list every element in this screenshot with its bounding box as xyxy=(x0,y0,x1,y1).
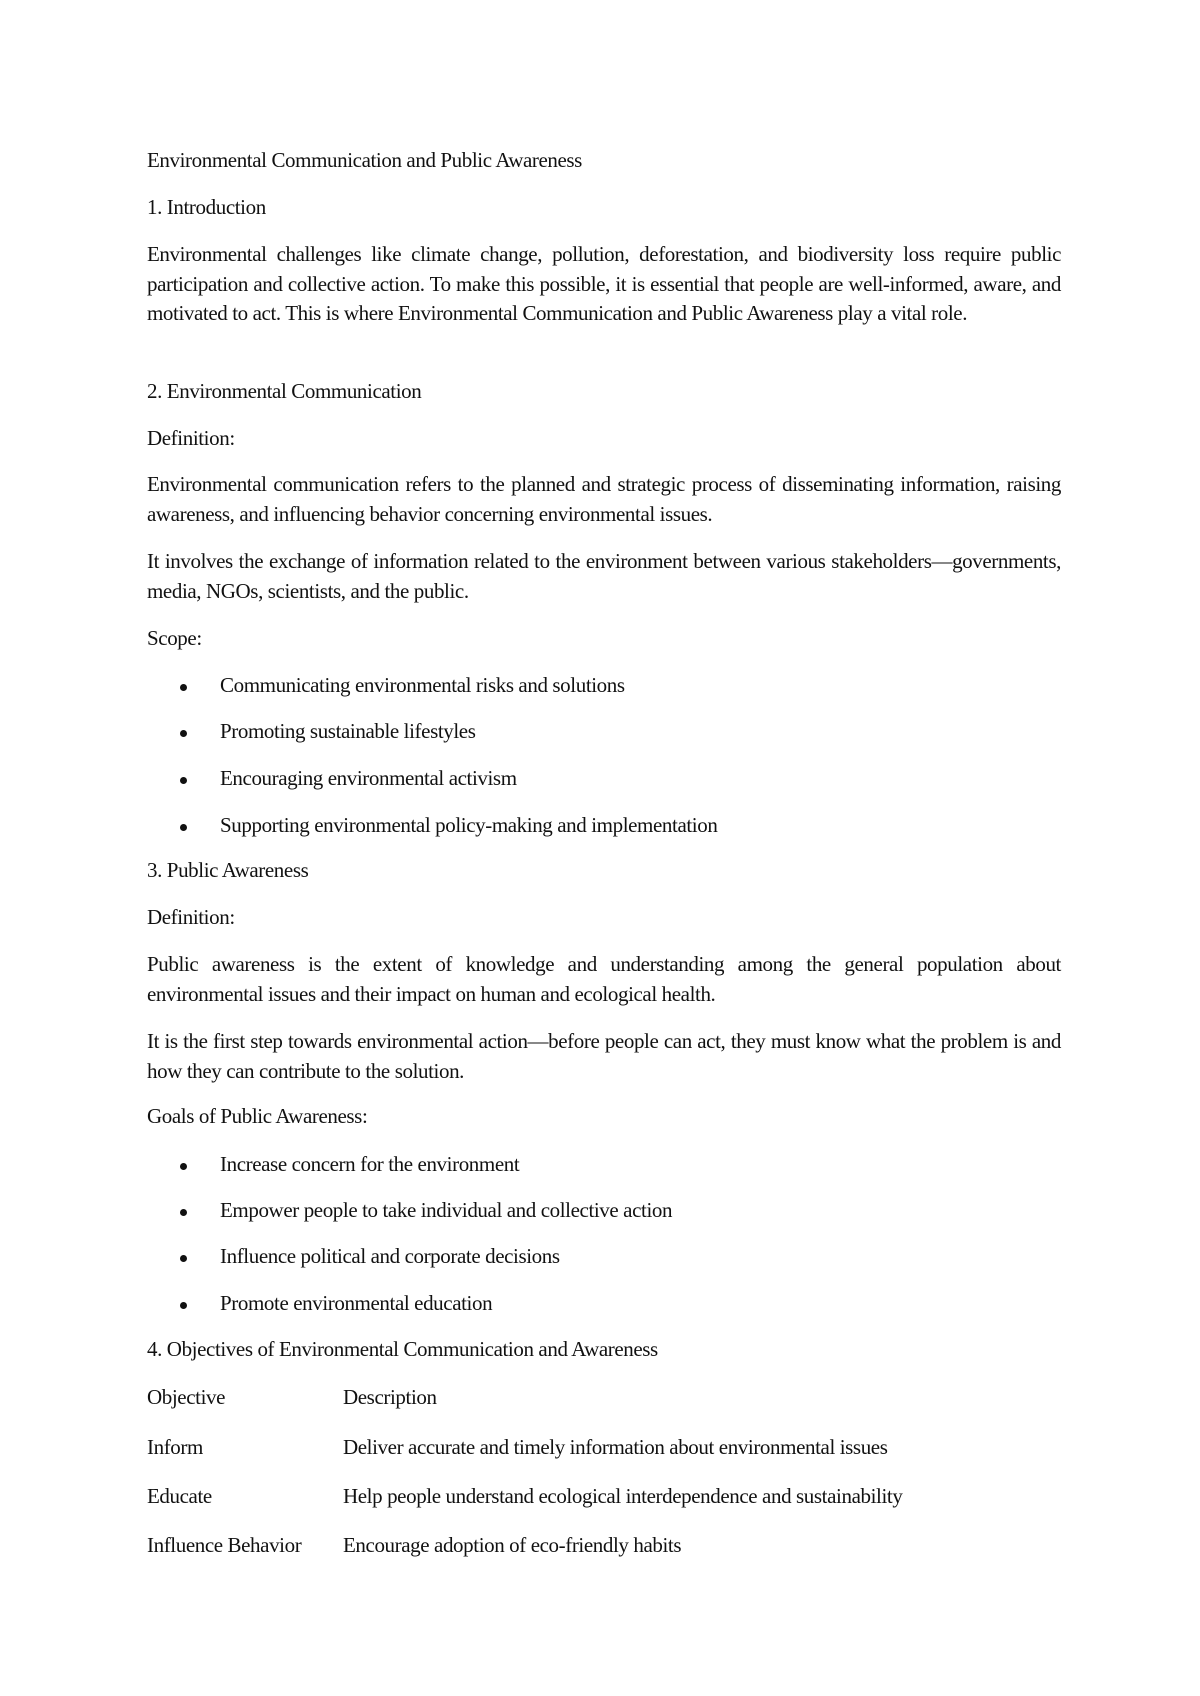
scope-label: Scope: xyxy=(147,626,202,650)
definition-label: Definition: xyxy=(147,905,235,929)
bullet-icon xyxy=(180,1242,220,1272)
objective-cell: Educate xyxy=(147,1484,212,1508)
bullet-icon xyxy=(180,811,220,841)
scope-list-item xyxy=(180,717,476,747)
env-comm-definition-paragraph: Environmental communication refers to the planned and strategic process of disseminating information, raising awareness, and influencing behavior concerning environmental issues. xyxy=(147,472,1061,526)
public-awareness-first-step-paragraph: It is the first step towards environmental action—before people can act, they must know what the problem is and how they can contribute to the solution. xyxy=(147,1029,1061,1083)
list-item-text: Influence political and corporate decisions xyxy=(220,1244,560,1268)
list-item-text: Communicating environmental risks and solutions xyxy=(220,673,625,697)
bullet-icon xyxy=(180,1196,220,1226)
document-title: Environmental Communication and Public Awareness xyxy=(147,148,582,172)
section-heading-objectives: 4. Objectives of Environmental Communication and Awareness xyxy=(147,1337,658,1361)
description-cell: Deliver accurate and timely information about environmental issues xyxy=(343,1435,888,1459)
list-item-text: Promoting sustainable lifestyles xyxy=(220,719,476,743)
goals-list-item xyxy=(180,1289,492,1319)
column-header-description: Description xyxy=(343,1385,437,1409)
intro-paragraph: Environmental challenges like climate change, pollution, deforestation, and biodiversity loss require public participation and collective action. To make this possible, it is essential that people are well-informed, aware, and motivated to act. This is where Environmental Communication and Public Awareness play a vital role. xyxy=(147,242,1061,325)
objective-cell: Influence Behavior xyxy=(147,1533,302,1557)
goals-list-item xyxy=(180,1196,672,1226)
section-heading-environmental-communication: 2. Environmental Communication xyxy=(147,379,422,403)
bullet-icon xyxy=(180,717,220,747)
bullet-icon xyxy=(180,1150,220,1180)
table-header-row xyxy=(147,1383,1061,1413)
bullet-icon xyxy=(180,764,220,794)
goals-label: Goals of Public Awareness: xyxy=(147,1104,368,1128)
section-heading-public-awareness: 3. Public Awareness xyxy=(147,858,309,882)
table-row xyxy=(147,1531,1061,1561)
env-comm-stakeholders-paragraph: It involves the exchange of information related to the environment between various stakeholders—governments, media, NGOs, scientists, and the public. xyxy=(147,549,1061,603)
scope-list-item xyxy=(180,671,625,701)
bullet-icon xyxy=(180,1289,220,1319)
goals-list-item xyxy=(180,1150,519,1180)
section-heading-introduction: 1. Introduction xyxy=(147,195,266,219)
list-item-text: Encouraging environmental activism xyxy=(220,766,517,790)
list-item-text: Promote environmental education xyxy=(220,1291,493,1315)
table-row xyxy=(147,1433,1061,1463)
description-cell: Encourage adoption of eco-friendly habits xyxy=(343,1533,682,1557)
list-item-text: Empower people to take individual and collective action xyxy=(220,1198,673,1222)
goals-list-item xyxy=(180,1242,560,1272)
definition-label: Definition: xyxy=(147,426,235,450)
table-row xyxy=(147,1482,1061,1512)
public-awareness-definition-paragraph: Public awareness is the extent of knowledge and understanding among the general population about environmental issues and their impact on human and ecological health. xyxy=(147,952,1061,1006)
objective-cell: Inform xyxy=(147,1435,203,1459)
bullet-icon xyxy=(180,671,220,701)
scope-list-item xyxy=(180,764,517,794)
description-cell: Help people understand ecological interdependence and sustainability xyxy=(343,1484,903,1508)
list-item-text: Supporting environmental policy-making and implementation xyxy=(220,813,718,837)
column-header-objective: Objective xyxy=(147,1385,226,1409)
list-item-text: Increase concern for the environment xyxy=(220,1152,520,1176)
scope-list-item xyxy=(180,811,717,841)
